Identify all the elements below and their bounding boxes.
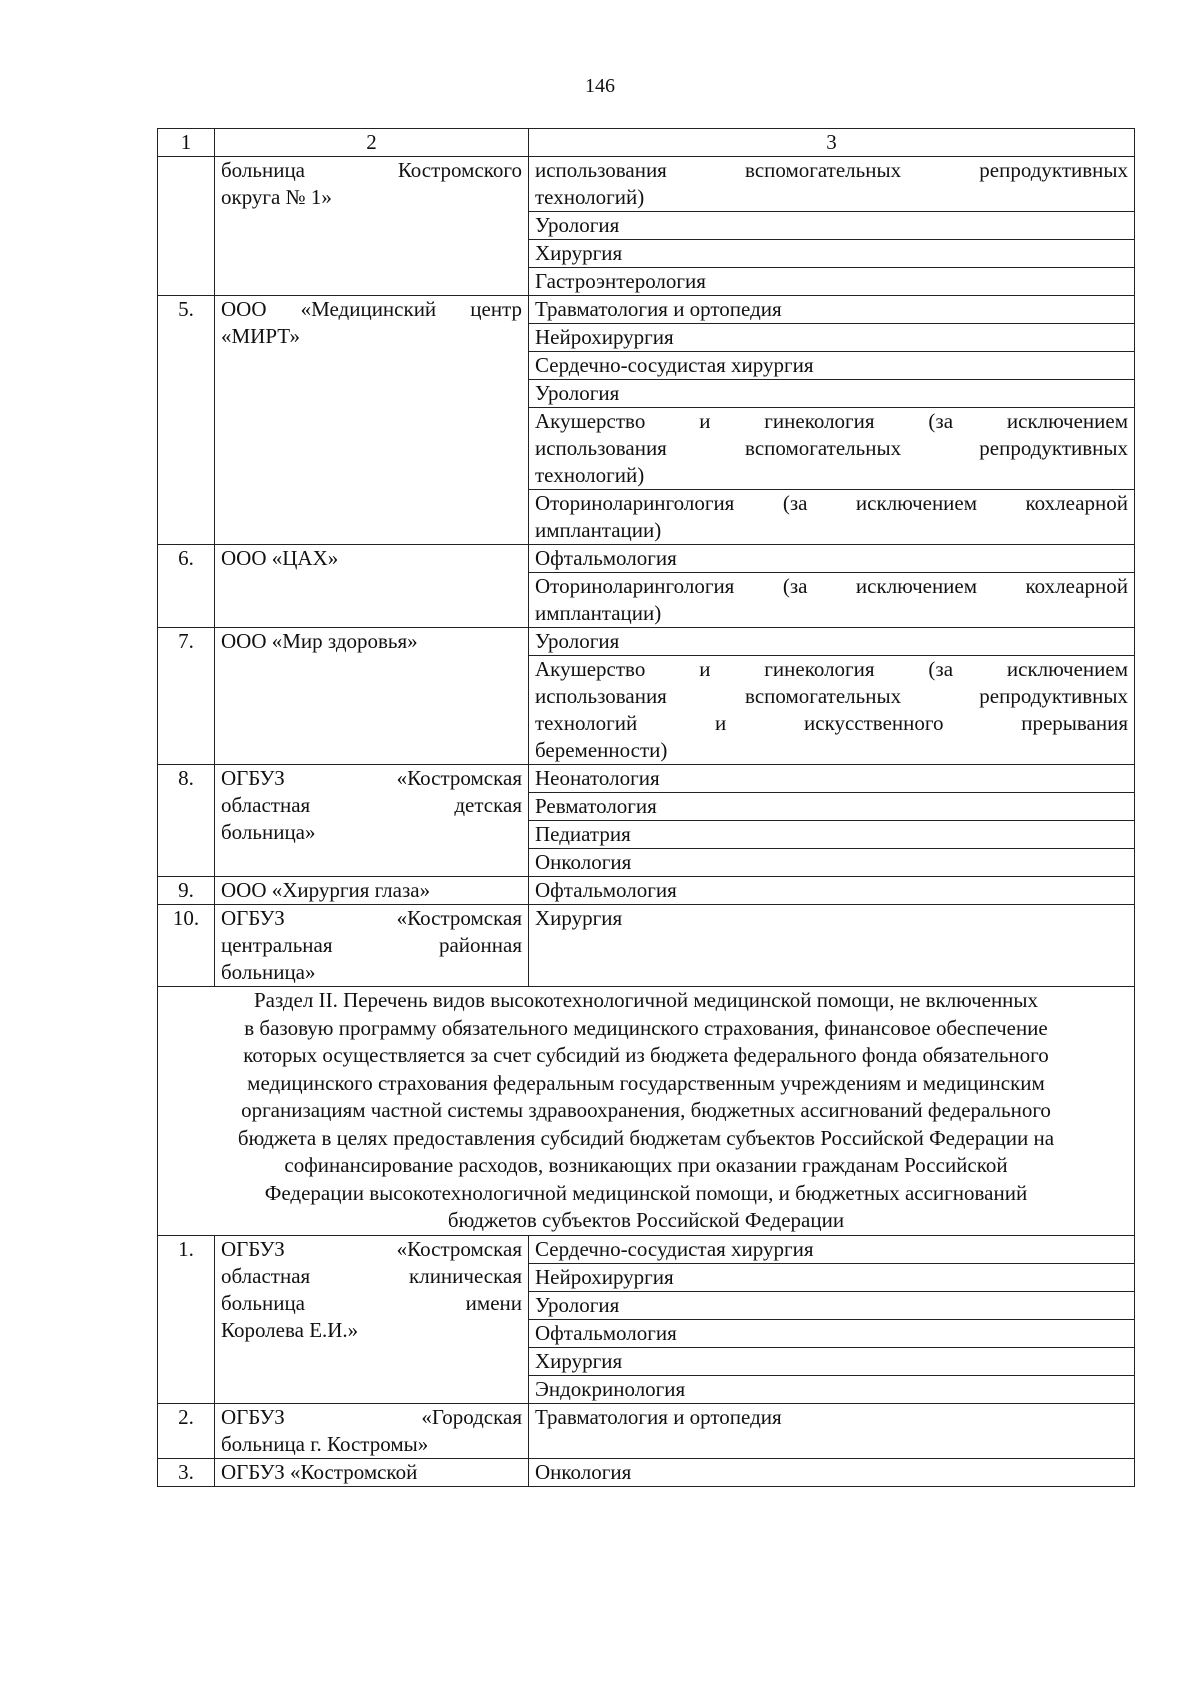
table-row [158,1458,1135,1486]
organization-name-line: Королева Е.И.» [221,1317,359,1342]
organization-name-line: ОГБУЗ «Костромская [221,1236,522,1261]
table-row [158,1403,1135,1458]
care-profile-line: Оториноларингология (за исключением кохлеарной [535,574,1128,598]
organization-name-line: центральная районная [221,933,522,957]
organization-name [215,1458,529,1486]
care-profile [529,1263,1135,1291]
organization-name [215,877,529,905]
organization-name [215,905,529,987]
care-profile [529,628,1135,656]
row-number: 10. [158,905,215,987]
care-profile-line: беременности) [535,738,668,762]
organization-name-line: больница» [221,820,316,844]
organization-name-line: ООО «Медицинский центр [221,297,522,321]
organization-name-line: больница г. Костромы» [221,1431,429,1456]
care-profile [529,296,1135,324]
header-col-1: 1 [158,129,215,157]
row-number: 7. [158,628,215,765]
organization-name [215,1235,529,1403]
care-profile [529,408,1135,490]
care-profile [529,157,1135,212]
care-profile-line: Травматология и ортопедия [535,297,782,321]
section-heading-row [158,987,1135,1236]
care-profile [529,877,1135,905]
row-number: 1. [158,1235,215,1403]
care-profile [529,765,1135,793]
section-heading-line: бюджета в целях предоставления субсидий бюджетам субъектов Российской Федерации на [237,1125,1055,1150]
care-profile-line: Нейрохирургия [535,1264,674,1289]
care-profile-line: имплантации) [535,601,662,625]
care-profile [529,268,1135,296]
section-heading-line: Раздел II. Перечень видов высокотехнологичной медицинской помощи, не включенных [253,988,1039,1012]
organization-name-line: больница» [221,960,316,984]
row-number: 5. [158,296,215,545]
care-profile-line: Педиатрия [535,822,631,846]
care-profile-line: использования вспомогательных репродуктивных [535,436,1128,460]
care-profile-line: Урология [535,1292,620,1317]
organization-name-line: больница имени [221,1290,522,1315]
organization-name-line: округа № 1» [221,185,332,209]
organization-name [215,157,529,296]
care-profile-line: Хирургия [535,1348,623,1373]
care-profile-line: Урология [535,381,620,405]
organization-name [215,765,529,877]
care-profile [529,905,1135,987]
organization-name-line: ОГБУЗ «Костромская [221,766,522,790]
care-profile [529,240,1135,268]
care-profile [529,849,1135,877]
care-profile-line: имплантации) [535,518,662,542]
organization-name-line: ООО «Хирургия глаза» [221,878,431,902]
care-profile-line: Травматология и ортопедия [535,1404,782,1429]
section-heading-line: организациям частной системы здравоохранения, бюджетных ассигнований федерального [241,1098,1051,1122]
section-heading-line: медицинского страхования федеральным государственным учреждениям и медицинским [247,1070,1045,1095]
care-profile [529,573,1135,628]
care-profile-line: Нейрохирургия [535,325,674,349]
table-row [158,877,1135,905]
organization-name [215,1403,529,1458]
care-profile-line: Ревматология [535,794,657,818]
table-body [158,129,1135,1487]
table-row [158,765,1135,793]
care-profile [529,490,1135,545]
care-profile-line: Сердечно-сосудистая хирургия [535,1236,814,1261]
care-profile [529,656,1135,765]
care-profile [529,1291,1135,1319]
care-profile-line: технологий) [535,463,645,487]
care-profile-line: Офтальмология [535,1320,677,1345]
table-row [158,905,1135,987]
header-row [158,129,1135,157]
care-profile-line: Хирургия [535,906,623,930]
care-profile-line: Акушерство и гинекология (за исключением [535,409,1128,433]
row-number: 3. [158,1458,215,1486]
section-heading-line: софинансирование расходов, возникающих при оказании гражданам Российской [284,1153,1008,1177]
care-profile-line: Урология [535,629,620,653]
section-heading-line: в базовую программу обязательного медицинского страхования, финансовое обеспечение [244,1015,1048,1040]
care-profile-line: технологий и искусственного прерывания [535,711,1128,735]
care-profile [529,1319,1135,1347]
care-profile-line: Офтальмология [535,878,677,902]
care-profile [529,352,1135,380]
organization-name-line: «МИРТ» [221,324,301,348]
table-row [158,1235,1135,1263]
care-profile [529,793,1135,821]
page-number: 146 [585,75,615,97]
organization-name-line: ОГБУЗ «Городская [221,1404,522,1429]
row-number: 2. [158,1403,215,1458]
section-heading-line: бюджетов субъектов Российской Федерации [447,1208,845,1232]
care-profile [529,380,1135,408]
organization-name-line: областная детская [221,793,522,817]
care-profile-line: Гастроэнтерология [535,269,706,293]
row-number: 9. [158,877,215,905]
section-2-heading [158,987,1135,1236]
care-profile-line: использования вспомогательных репродуктивных [535,158,1128,182]
care-profile-line: Онкология [535,1459,632,1484]
care-profile-line: Онкология [535,850,632,874]
care-profile [529,1375,1135,1403]
organization-name-line: ООО «ЦАХ» [221,546,339,570]
organization-name [215,296,529,545]
header-col-2: 2 [215,129,529,157]
care-profile-line: Акушерство и гинекология (за исключением [535,657,1128,681]
section-heading-line: Федерации высокотехнологичной медицинской помощи, и бюджетных ассигнований [264,1180,1028,1205]
organization-name-line: областная клиническая [221,1263,522,1288]
row-number: 8. [158,765,215,877]
care-profile [529,545,1135,573]
organization-name [215,545,529,628]
header-col-3: 3 [529,129,1135,157]
care-profile [529,1458,1135,1486]
organization-name-line: больница Костромского [221,158,522,182]
care-profile-line: Урология [535,213,620,237]
table-row [158,628,1135,656]
organization-name [215,628,529,765]
organization-name-line: ООО «Мир здоровья» [221,629,418,653]
section-heading-line: которых осуществляется за счет субсидий из бюджета федерального фонда обязательного [243,1043,1049,1067]
care-profile [529,821,1135,849]
care-profile [529,1403,1135,1458]
care-profile-line: Эндокринология [535,1376,686,1401]
row-number: 6. [158,545,215,628]
row-number [158,157,215,296]
care-profile-line: Офтальмология [535,546,677,570]
care-profile-line: использования вспомогательных репродуктивных [535,684,1128,708]
organization-name-line: ОГБУЗ «Костромской [221,1459,418,1484]
care-profile [529,324,1135,352]
care-profile-line: Хирургия [535,241,623,265]
services-table [157,128,1135,1487]
organization-name-line: ОГБУЗ «Костромская [221,906,522,930]
care-profile [529,1235,1135,1263]
care-profile-line: Неонатология [535,766,660,790]
care-profile-line: Оториноларингология (за исключением кохлеарной [535,491,1128,515]
table-row [158,296,1135,324]
care-profile-line: Сердечно-сосудистая хирургия [535,353,814,377]
table-row [158,545,1135,573]
care-profile [529,212,1135,240]
care-profile [529,1347,1135,1375]
table-row [158,157,1135,212]
care-profile-line: технологий) [535,185,645,209]
